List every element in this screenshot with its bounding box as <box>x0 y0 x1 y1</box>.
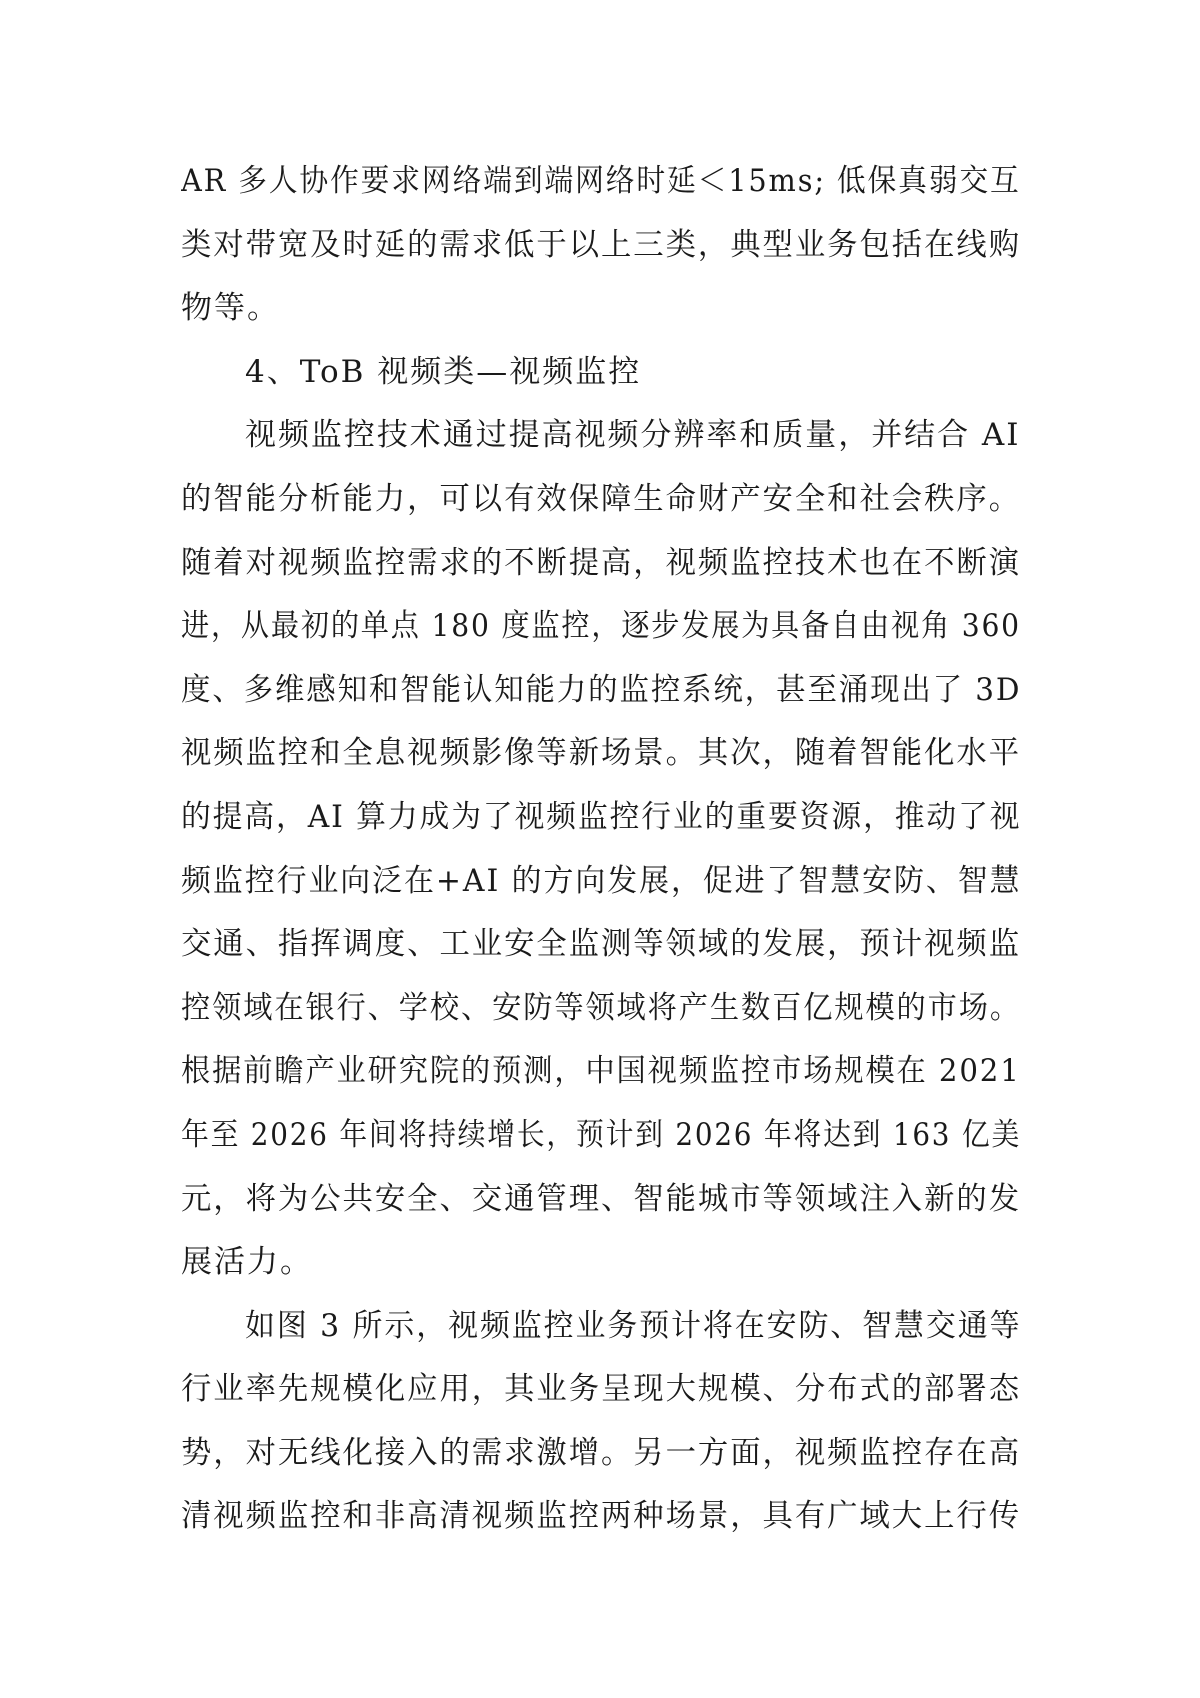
text-line-content: 势，对无线化接入的需求激增。另一方面，视频监控存在高 <box>181 1434 1021 1471</box>
text-line-content: 随着对视频监控需求的不断提高，视频监控技术也在不断演 <box>181 544 1021 581</box>
text-line <box>181 277 1021 341</box>
text-line <box>181 1295 1021 1359</box>
text-line-content: 的提高，AI 算力成为了视频监控行业的重要资源，推动了视 <box>181 798 1021 835</box>
text-line <box>181 150 1021 214</box>
body-text <box>181 150 1021 1549</box>
text-line <box>181 1422 1021 1486</box>
text-line <box>181 913 1021 977</box>
text-line-content: AR 多人协作要求网络端到端网络时延＜15ms; 低保真弱交互 <box>181 163 1021 199</box>
text-line-content: 控领域在银行、学校、安防等领域将产生数百亿规模的市场。 <box>181 989 1021 1026</box>
text-line <box>181 659 1021 723</box>
text-line-content: 的智能分析能力，可以有效保障生命财产安全和社会秩序。 <box>181 480 1021 517</box>
text-line-content: 如图 3 所示，视频监控业务预计将在安防、智慧交通等 <box>245 1307 1021 1344</box>
text-line-content: 年至 2026 年间将持续增长，预计到 2026 年将达到 163 亿美 <box>181 1116 1021 1153</box>
text-line <box>181 1485 1021 1549</box>
text-line <box>181 977 1021 1041</box>
text-line-content: 展活力。 <box>181 1244 313 1281</box>
text-line <box>181 468 1021 532</box>
text-line <box>181 1168 1021 1232</box>
section-heading-text: 4、ToB 视频类—视频监控 <box>245 353 642 390</box>
section-heading <box>181 341 1021 405</box>
text-line <box>181 1358 1021 1422</box>
text-line-content: 清视频监控和非高清视频监控两种场景，具有广域大上行传 <box>181 1498 1021 1535</box>
text-line-content: 度、多维感知和智能认知能力的监控系统，甚至涌现出了 3D <box>181 671 1021 708</box>
text-line <box>181 722 1021 786</box>
text-line-content: 视频监控和全息视频影像等新场景。其次，随着智能化水平 <box>181 735 1021 772</box>
text-line-content: 元，将为公共安全、交通管理、智能城市等领域注入新的发 <box>181 1180 1021 1217</box>
text-line-content: 物等。 <box>181 290 280 327</box>
text-line-content: 进，从最初的单点 180 度监控，逐步发展为具备自由视角 360 <box>181 608 1021 645</box>
text-line-content: 视频监控技术通过提高视频分辨率和质量，并结合 AI <box>245 417 1021 454</box>
text-line-content: 频监控行业向泛在+AI 的方向发展，促进了智慧安防、智慧 <box>181 862 1021 899</box>
text-line <box>181 595 1021 659</box>
text-line-content: 根据前瞻产业研究院的预测，中国视频监控市场规模在 2021 <box>181 1053 1021 1090</box>
text-line <box>181 1040 1021 1104</box>
text-line <box>181 1104 1021 1168</box>
text-line <box>181 786 1021 850</box>
text-line <box>181 404 1021 468</box>
text-line <box>181 1231 1021 1295</box>
text-line <box>181 214 1021 278</box>
text-line <box>181 850 1021 914</box>
text-line-content: 类对带宽及时延的需求低于以上三类，典型业务包括在线购 <box>181 226 1021 263</box>
text-line-content: 行业率先规模化应用，其业务呈现大规模、分布式的部署态 <box>181 1371 1021 1408</box>
text-line <box>181 532 1021 596</box>
text-line-content: 交通、指挥调度、工业安全监测等领域的发展，预计视频监 <box>181 926 1021 963</box>
